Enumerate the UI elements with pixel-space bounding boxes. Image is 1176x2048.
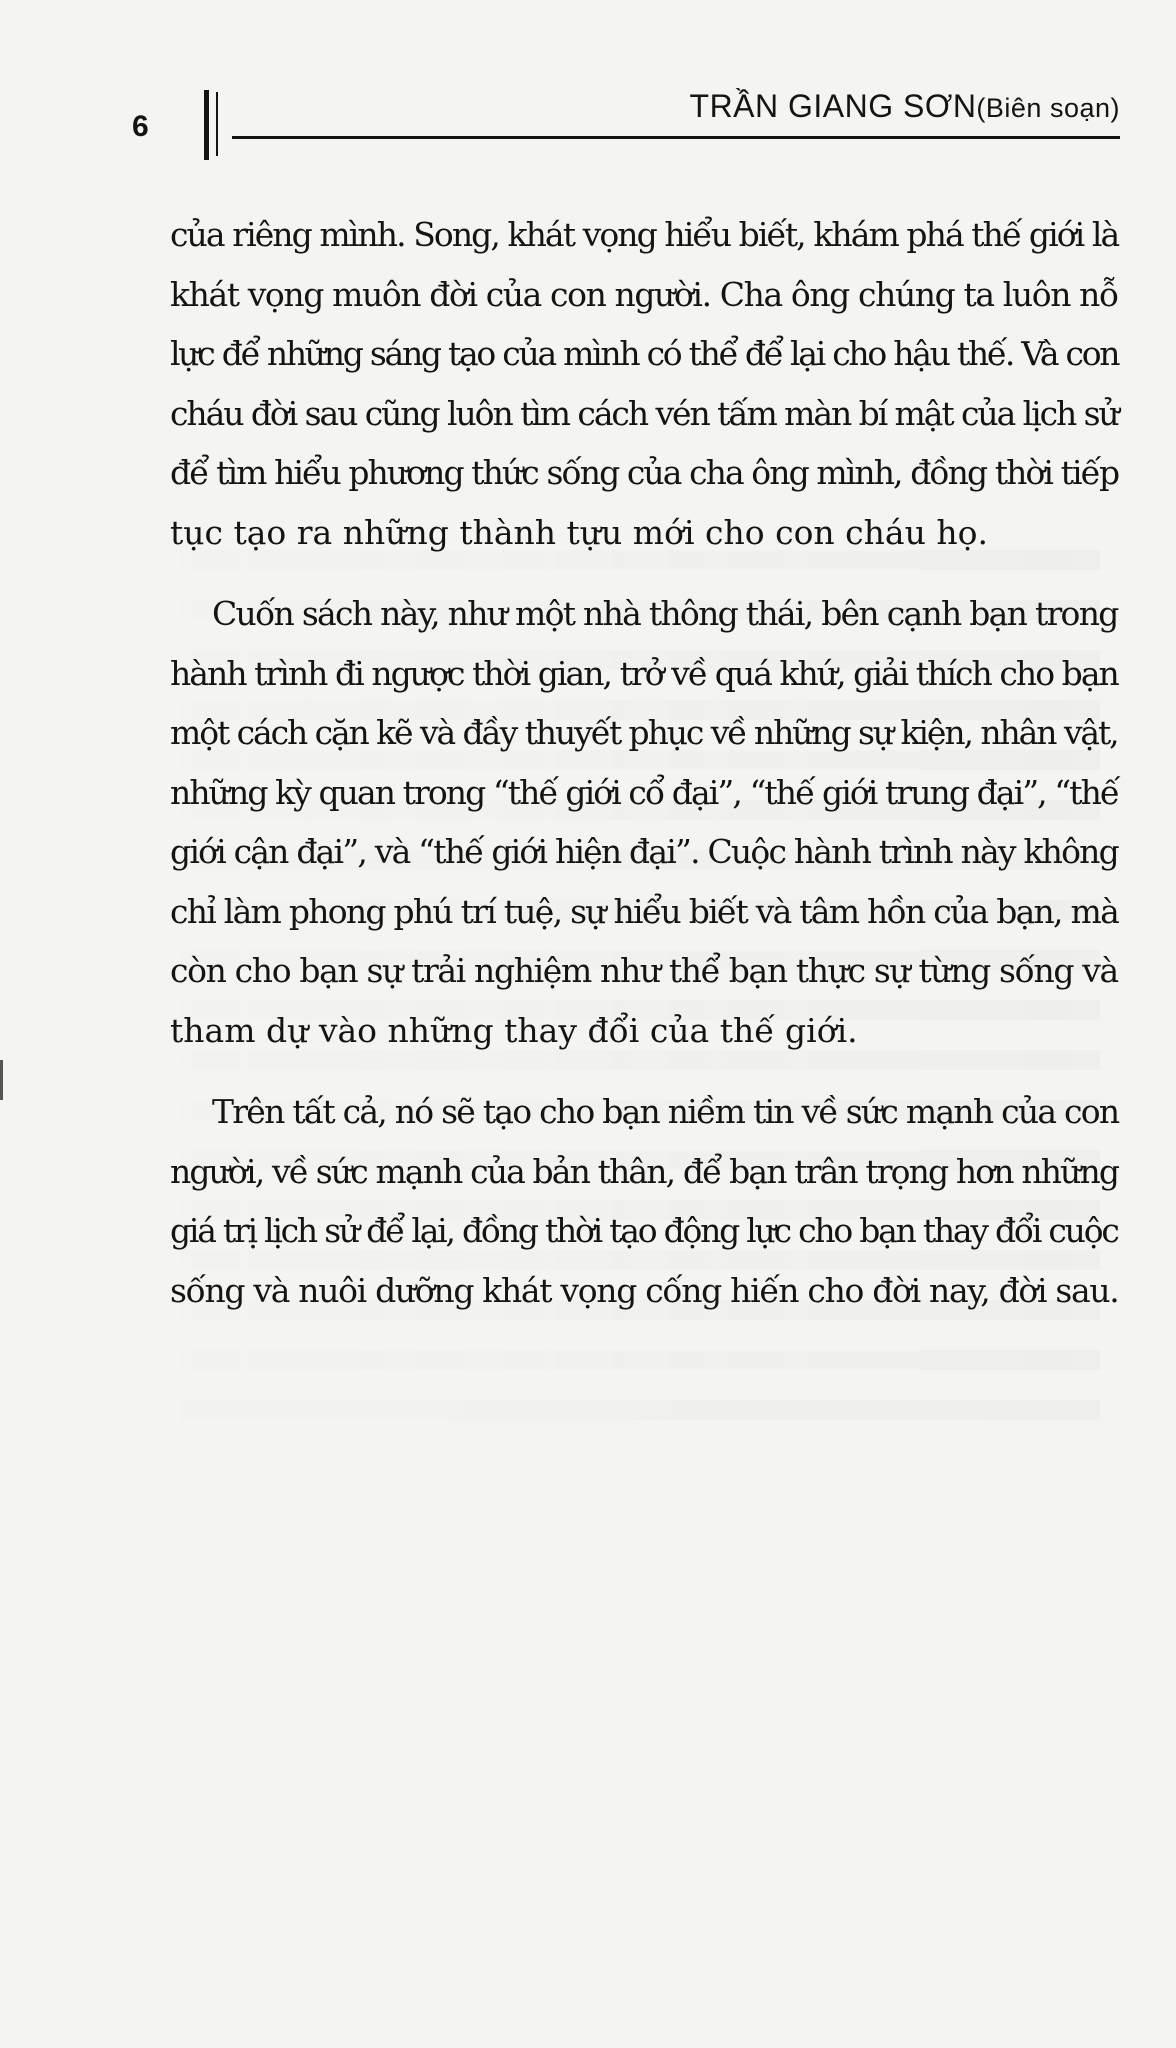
body-text	[170, 205, 1118, 1342]
text-line: chỉ làm phong phú trí tuệ, sự hiểu biết và tâm hồn của bạn, mà	[170, 891, 1118, 931]
header-divider-thick	[204, 90, 209, 160]
text-line: cháu đời sau cũng luôn tìm cách vén tấm màn bí mật của lịch sử	[170, 393, 1118, 433]
header-rule	[232, 136, 1120, 139]
text-line: khát vọng muôn đời của con người. Cha ông chúng ta luôn nỗ	[170, 274, 1118, 314]
text-line: những kỳ quan trong “thế giới cổ đại”, “thế giới trung đại”, “thế	[170, 772, 1119, 812]
paragraph-2	[170, 584, 1118, 1060]
text-line: người, về sức mạnh của bản thân, để bạn trân trọng hơn những	[170, 1151, 1119, 1191]
text-line: hành trình đi ngược thời gian, trở về quá khứ, giải thích cho bạn	[170, 653, 1118, 693]
text-line: Trên tất cả, nó sẽ tạo cho bạn niềm tin về sức mạnh của con	[212, 1092, 1119, 1131]
running-head	[690, 88, 1120, 126]
header-divider-thin	[216, 92, 218, 156]
text-line: lực để những sáng tạo của mình có thể để lại cho hậu thế. Và con	[170, 334, 1119, 373]
page-edge-mark	[0, 1060, 3, 1100]
page-number: 6	[132, 110, 149, 143]
text-line: sống và nuôi dưỡng khát vọng cống hiến cho đời nay, đời sau.	[170, 1270, 1119, 1310]
running-head-role: (Biên soạn)	[976, 93, 1120, 123]
text-line: Cuốn sách này, như một nhà thông thái, bên cạnh bạn trong	[212, 594, 1118, 633]
paragraph-3	[170, 1082, 1118, 1320]
page-header	[0, 0, 1176, 170]
running-head-author: TRẦN GIANG SƠN	[689, 88, 977, 124]
text-line: giới cận đại”, và “thế giới hiện đại”. Cuộc hành trình này không	[170, 832, 1118, 871]
text-line: tục tạo ra những thành tựu mới cho con cháu họ.	[170, 512, 988, 552]
text-line: để tìm hiểu phương thức sống của cha ông mình, đồng thời tiếp	[170, 453, 1119, 492]
text-line: tham dự vào những thay đổi của thế giới.	[170, 1010, 858, 1050]
paragraph-1	[170, 205, 1118, 562]
text-line: của riêng mình. Song, khát vọng hiểu biết, khám phá thế giới là	[170, 215, 1119, 254]
text-line: còn cho bạn sự trải nghiệm như thể bạn thực sự từng sống và	[170, 951, 1118, 990]
text-line: giá trị lịch sử để lại, đồng thời tạo động lực cho bạn thay đổi cuộc	[170, 1211, 1118, 1250]
text-line: một cách cặn kẽ và đầy thuyết phục về những sự kiện, nhân vật,	[170, 713, 1118, 752]
